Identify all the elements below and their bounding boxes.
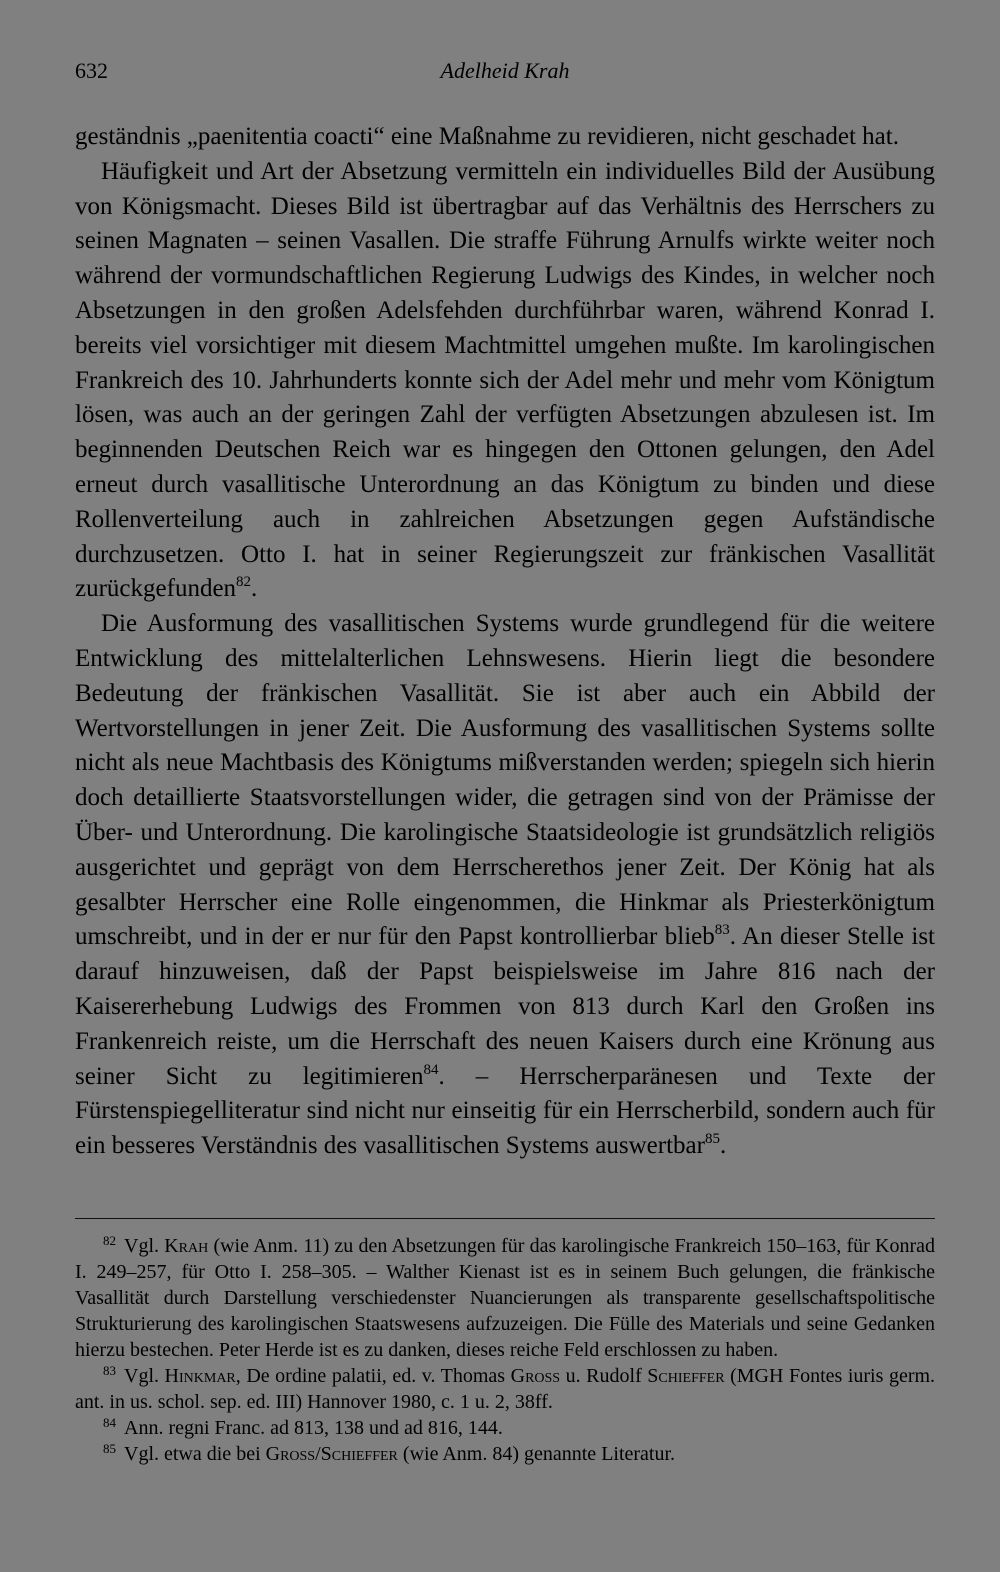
footnote-84-text: Ann. regni Franc. ad 813, 138 und ad 816, 144. xyxy=(124,1417,503,1439)
footnote-83-prefix: Vgl. xyxy=(124,1365,159,1387)
page-number: 632 xyxy=(75,58,108,83)
paragraph-2 xyxy=(75,155,935,607)
footnote-85 xyxy=(75,1441,935,1467)
page-header xyxy=(75,58,935,90)
paragraph-3-text-c: . – Herrscherparänesen und Texte der Fürstenspiegelliteratur sind nicht nur einseitig für ein Herrscherbild, sondern auch für ein besseres Verständnis des vasallitischen Systems auswertbar xyxy=(75,1062,935,1160)
paragraph-continued xyxy=(75,120,935,155)
footnote-83-author: Hinkmar xyxy=(164,1365,236,1387)
footnote-number: 83 xyxy=(103,1363,116,1378)
footnote-number: 85 xyxy=(103,1441,116,1456)
paragraph-3-end: . xyxy=(719,1132,727,1160)
running-head: Adelheid Krah xyxy=(440,58,570,83)
footnote-85-text: (wie Anm. 84) genannte Literatur. xyxy=(402,1443,676,1465)
footnote-85-prefix: Vgl. etwa die bei xyxy=(124,1443,261,1465)
footnote-ref-82[interactable]: 82 xyxy=(236,574,252,591)
footnote-ref-85[interactable]: 85 xyxy=(704,1131,720,1148)
footnote-82-prefix: Vgl. xyxy=(124,1235,159,1257)
footnote-divider xyxy=(75,1218,935,1219)
footnote-ref-84[interactable]: 84 xyxy=(423,1061,439,1078)
paragraph-1-text: geständnis „paenitentia coacti“ eine Maßnahme zu revidieren, nicht geschadet hat. xyxy=(75,123,899,150)
paragraph-3-text-a: Die Ausformung des vasallitischen Systems wurde grundlegend für die weitere Entwicklung des mittelalterlichen Lehnswesens. Hierin liegt die besondere Bedeutung der fränkischen Vasallität. Sie ist aber auch ein Abbild der Wertvorstellungen in jener Zeit. Die Ausformung des vasallitischen Systems sollte nicht als neue Machtbasis des Königtums mißverstanden werden; spiegeln sich hierin doch detaillierte Staatsvorstellungen wider, die getragen sind von der Prämisse der Über- und Unterordnung. Die karolingische Staatsideologie ist grundsätzlich religiös ausgerichtet und geprägt von dem Herrscherethos jener Zeit. Der König hat als gesalbter Herrscher eine Rolle eingenommen, die Hinkmar als Priesterkönigtum umschreibt, und in der er nur für den Papst kontrollierbar blieb xyxy=(75,610,935,951)
paragraph-2-end: . xyxy=(251,575,258,603)
main-text xyxy=(75,120,935,1164)
footnote-84 xyxy=(75,1415,935,1441)
paragraph-2-text: Häufigkeit und Art der Absetzung vermitteln ein individuelles Bild der Ausübung von Königsmacht. Dieses Bild ist übertragbar auf das Verhältnis des Herrschers zu seinen Magnaten – seinen Vasallen. Die straffe Führung Arnulfs wirkte weiter noch während der vormundschaftlichen Regierung Ludwigs des Kindes, in welcher noch Absetzungen in den großen Adelsfehden durchführbar waren, während Konrad I. bereits viel vorsichtiger mit diesem Machtmittel umgehen mußte. Im karolingischen Frankreich des 10. Jahrhunderts konnte sich der Adel mehr und mehr vom Königtum lösen, was auch an der geringen Zahl der verfügten Absetzungen abzulesen ist. Im beginnenden Deutschen Reich war es hingegen den Ottonen gelungen, den Adel erneut durch vasallitische Unterordnung an das Königtum zu binden und diese Rollenverteilung auch in zahlreichen Absetzungen gegen Aufständische durchzusetzen. Otto I. hat in seiner Regierungszeit zur fränkischen Vasallität zurückgefunden xyxy=(75,157,935,603)
footnote-83 xyxy=(75,1363,935,1415)
footnote-83-text-1: , De ordine palatii, ed. v. Thomas xyxy=(235,1365,506,1387)
footnote-number: 82 xyxy=(103,1233,116,1248)
footnote-82 xyxy=(75,1233,935,1363)
footnote-number: 84 xyxy=(103,1415,116,1430)
footnotes xyxy=(75,1233,935,1467)
footnote-82-author: Krah xyxy=(164,1235,209,1257)
footnote-83-text-2: u. Rudolf xyxy=(565,1365,642,1387)
footnote-83-text-3: (MGH Fontes iuris germ. ant. in us. schol. sep. ed. III) Hannover 1980, c. 1 u. 2, 38ff. xyxy=(75,1365,936,1413)
footnote-83-name-2: Schieffer xyxy=(647,1365,725,1387)
footnote-83-name-1: Gross xyxy=(510,1365,561,1387)
paragraph-3 xyxy=(75,607,935,1164)
footnote-85-author: Gross/Schieffer xyxy=(265,1443,398,1465)
footnote-ref-83[interactable]: 83 xyxy=(714,922,730,939)
paragraph-3-text-b: . An dieser Stelle ist darauf hinzuweisen, daß der Papst beispielsweise im Jahre 816 nach der Kaisererhebung Ludwigs des Frommen von 813 durch Karl den Großen ins Frankenreich reiste, um die Herrschaft des neuen Kaisers durch eine Krönung aus seiner Sicht zu legitimieren xyxy=(75,923,935,1090)
footnote-82-text: (wie Anm. 11) zu den Absetzungen für das karolingische Frankreich 150–163, für Konrad I. 249–257, für Otto I. 258–305. – Walther Kienast ist es in seinem Buch gelungen, die fränkische Vasallität durch Darstellung verschiedenster Nuancierungen als transparente gesellschaftspolitische Strukturierung des karolingischen Staatswesens aufzuzeigen. Die Fülle des Materials und seine Gedanken hierzu bestechen. Peter Herde ist es zu danken, dieses reiche Feld erschlossen zu haben. xyxy=(75,1235,936,1361)
